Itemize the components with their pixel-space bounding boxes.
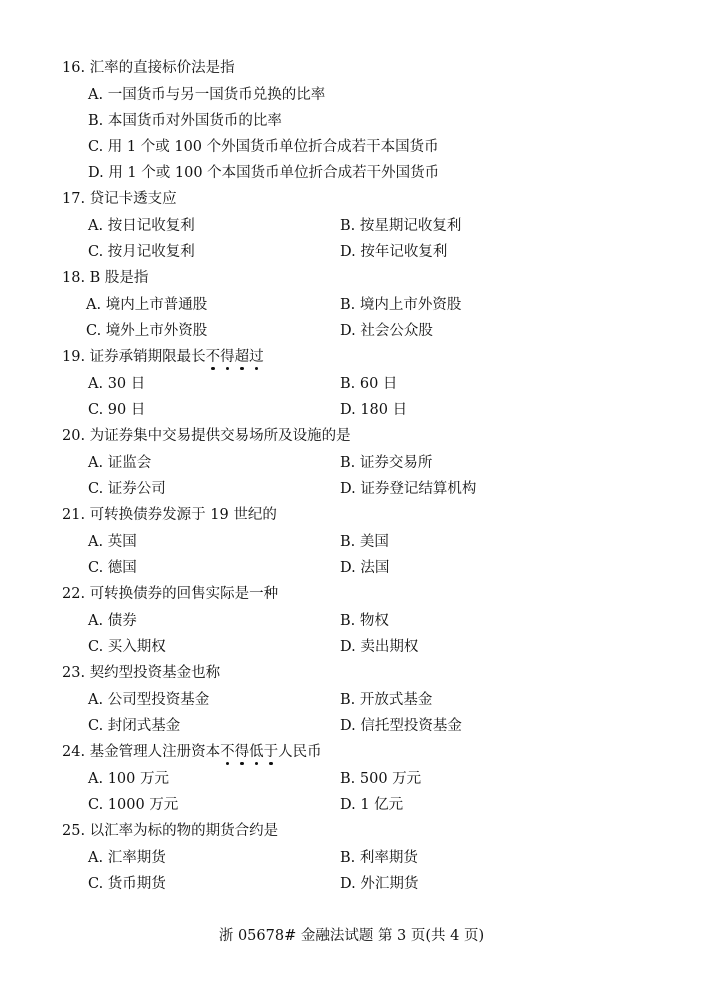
- question-18-option-d: D. 社会公众股: [340, 323, 433, 339]
- question-23-option-b: B. 开放式基金: [340, 692, 433, 708]
- question-25-option-d: D. 外汇期货: [340, 876, 419, 892]
- question-22-option-d: D. 卖出期权: [340, 639, 419, 655]
- question-22-stem: 22. 可转换债券的回售实际是一种: [62, 586, 279, 602]
- question-19-emphasis: 不得超过: [205, 349, 264, 365]
- question-17-option-d: D. 按年记收复利: [340, 244, 448, 260]
- question-21-option-c: C. 德国: [88, 560, 137, 576]
- question-17-option-a: A. 按日记收复利: [88, 218, 195, 234]
- question-22-option-b: B. 物权: [340, 613, 389, 629]
- question-16-option-a: A. 一国货币与另一国货币兑换的比率: [88, 87, 326, 103]
- question-21-option-b: B. 美国: [340, 534, 389, 550]
- question-24-option-b: B. 500 万元: [340, 771, 422, 787]
- question-19-stem-text: 19. 证券承销期限最长: [62, 349, 206, 365]
- question-19-option-b: B. 60 日: [340, 376, 398, 392]
- question-18-option-c: C. 境外上市外资股: [86, 323, 208, 339]
- question-17-stem: 17. 贷记卡透支应: [62, 191, 177, 207]
- question-24-stem-tail: 人民币: [278, 744, 322, 760]
- question-18-option-b: B. 境内上市外资股: [340, 297, 462, 313]
- question-24-option-a: A. 100 万元: [88, 771, 169, 787]
- question-23-option-a: A. 公司型投资基金: [88, 692, 210, 708]
- question-21-option-d: D. 法国: [340, 560, 390, 576]
- question-24-stem: [62, 742, 322, 762]
- question-24-option-c: C. 1000 万元: [88, 797, 179, 813]
- question-17-option-b: B. 按星期记收复利: [340, 218, 462, 234]
- question-21-stem: 21. 可转换债券发源于 19 世纪的: [62, 507, 277, 523]
- question-16-option-b: B. 本国货币对外国货币的比率: [88, 113, 282, 129]
- question-19-stem: [62, 347, 264, 367]
- question-24-option-d: D. 1 亿元: [340, 797, 404, 813]
- question-20-stem: 20. 为证券集中交易提供交易场所及设施的是: [62, 428, 351, 444]
- question-20-option-b: B. 证券交易所: [340, 455, 433, 471]
- question-22-option-c: C. 买入期权: [88, 639, 166, 655]
- question-19-option-d: D. 180 日: [340, 402, 408, 418]
- question-23-option-c: C. 封闭式基金: [88, 718, 181, 734]
- question-25-option-b: B. 利率期货: [340, 850, 418, 866]
- question-25-stem: 25. 以汇率为标的物的期货合约是: [62, 823, 279, 839]
- question-20-option-a: A. 证监会: [88, 455, 152, 471]
- question-17-option-c: C. 按月记收复利: [88, 244, 195, 260]
- question-23-option-d: D. 信托型投资基金: [340, 718, 462, 734]
- question-25-option-c: C. 货币期货: [88, 876, 166, 892]
- question-16-option-d: D. 用 1 个或 100 个本国货币单位折合成若干外国货币: [88, 165, 440, 181]
- question-16-stem: 16. 汇率的直接标价法是指: [62, 60, 235, 76]
- question-16-option-c: C. 用 1 个或 100 个外国货币单位折合成若干本国货币: [88, 139, 439, 155]
- question-24-stem-text: 24. 基金管理人注册资本: [62, 744, 221, 760]
- question-22-option-a: A. 债券: [88, 613, 137, 629]
- question-19-option-a: A. 30 日: [88, 376, 146, 392]
- question-24-emphasis: 不得低于: [220, 744, 279, 760]
- question-23-stem: 23. 契约型投资基金也称: [62, 665, 221, 681]
- question-18-option-a: A. 境内上市普通股: [86, 297, 208, 313]
- question-25-option-a: A. 汇率期货: [88, 850, 166, 866]
- question-19-option-c: C. 90 日: [88, 402, 146, 418]
- question-20-option-d: D. 证券登记结算机构: [340, 481, 477, 497]
- question-21-option-a: A. 英国: [88, 534, 137, 550]
- question-18-stem: 18. B 股是指: [62, 270, 149, 286]
- question-20-option-c: C. 证券公司: [88, 481, 166, 497]
- page-footer: 浙 05678# 金融法试题 第 3 页(共 4 页): [218, 928, 485, 944]
